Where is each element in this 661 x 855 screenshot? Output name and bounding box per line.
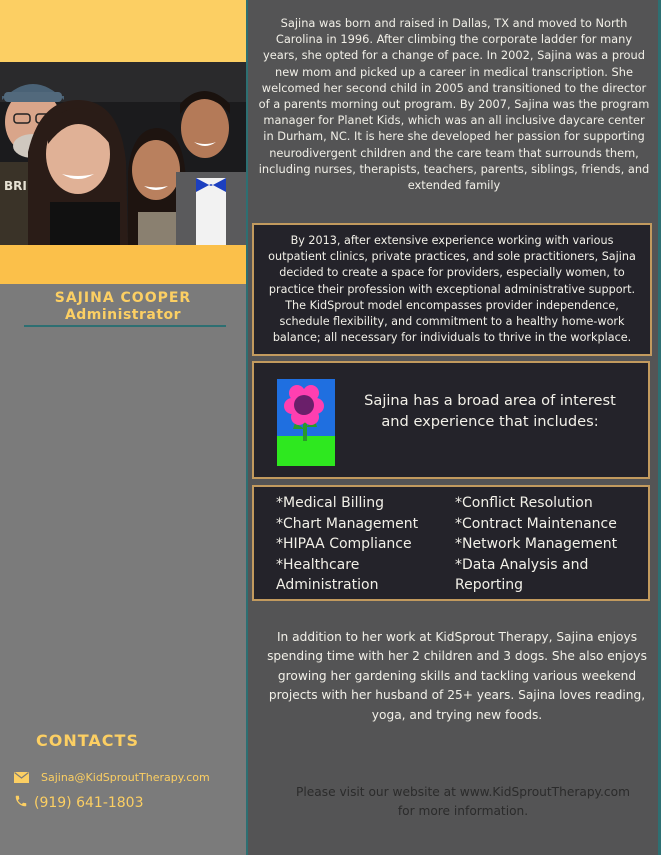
skill-item: *Medical Billing [276,495,385,511]
skill-item: *HIPAA Compliance [276,536,412,553]
bio-paragraph-1: Sajina was born and raised in Dallas, TX and moved to North Carolina in 1996. After climbing the corporate ladder for many years, she opted for a change of pace. In 2002, Sajina was a proud new mom and picked up a career in medical transcription. She welcomed her second child in 2005 and transitioned to the director of a parents morning out program. By 2007, Sajina was the program manager for Planet Kids, which was an all inclusive daycare center in Durham, NC. It is here she developed her passion for supporting neurodivergent children and the care team that surrounds them, including nurses, therapists, teachers, parents, siblings, friends, and extended family [258,16,650,193]
yellow-band-bottom [0,245,246,284]
yellow-band-top [0,0,246,62]
skills-list [276,493,646,596]
website-line-1[interactable]: Please visit our website at www.KidSproutTherapy.com [296,785,630,799]
flower-icon [277,379,335,466]
skill-item: *Network Management [455,536,618,553]
phone-icon [14,793,28,812]
contact-email-row[interactable] [14,768,210,787]
person-name: SAJINA COOPER [54,290,192,306]
svg-text:BRI: BRI [4,179,27,193]
contact-phone-text[interactable]: (919) 641-1803 [34,794,144,811]
website-note [258,783,661,822]
website-line-2: for more information. [397,804,529,819]
skill-item: *Chart Management [276,515,419,532]
person-role: Administrator [64,307,182,323]
name-block [0,290,246,323]
contacts-heading: CONTACTS [36,731,139,750]
bio-paragraph-2: By 2013, after extensive experience working with various outpatient clinics, private practices, and sole practitioners, Sajina decided to create a space for providers, especially women, to practice their profession with exceptional administrative support. The KidSprout model encompasses provider independence, schedule flexibility, and commitment to a healthy home-work balance; all necessary for individuals to thrive in the workplace. [268,234,636,345]
profile-photo [0,62,246,245]
skills-box [252,485,650,601]
envelope-icon [14,768,29,787]
skill-item: *Conflict Resolution [455,495,593,511]
interest-intro: Sajina has a broad area of interest and experience that includes: [364,392,616,430]
interest-box [252,361,650,479]
skill-item: *Contract Maintenance [455,515,617,532]
skill-item: *Data Analysis and Reporting [455,556,589,594]
bio-box-2 [252,223,652,356]
family-photo-illustration [0,62,246,245]
bio-paragraph-3: In addition to her work at KidSprout Therapy, Sajina enjoys spending time with her 2 children and 3 dogs. She also enjoys growing her gardening skills and tackling various weekend projects with her husband of 25+ years. Sajina loves reading, yoga, and trying new foods. [267,630,647,722]
name-divider [24,325,226,327]
skill-item: *Healthcare Administration [276,556,379,594]
contact-email-text[interactable]: Sajina@KidSproutTherapy.com [41,771,210,784]
contact-phone-row[interactable] [14,793,144,812]
